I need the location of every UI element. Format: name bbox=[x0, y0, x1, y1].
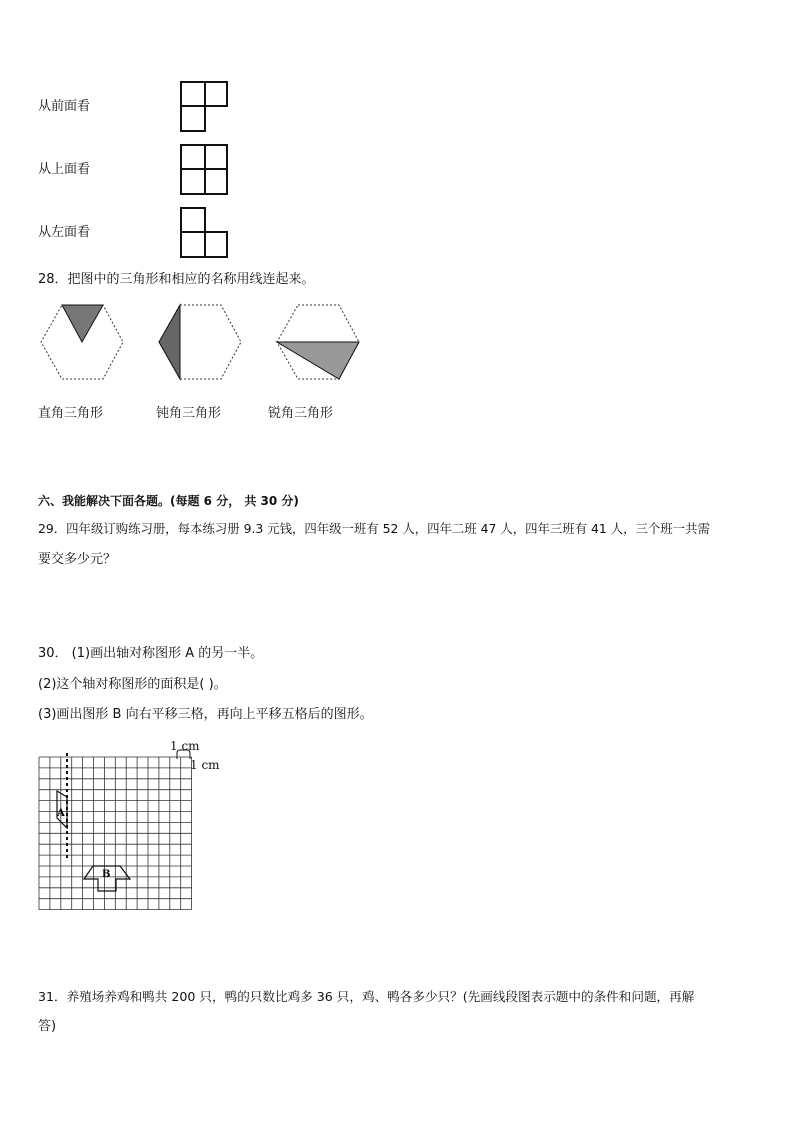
q28-prompt: 28．把图中的三角形和相应的名称用线连起来。 bbox=[38, 272, 315, 287]
scale-label-right: 1 cm bbox=[190, 758, 220, 772]
hexagon-obtuse-triangle bbox=[156, 302, 246, 382]
q30-line-3: (3)画出图形 B 向右平移三格，再向上平移五格后的图形。 bbox=[38, 707, 373, 722]
grid-figure bbox=[36, 750, 196, 914]
name-right-triangle: 直角三角形 bbox=[38, 406, 104, 421]
scale-label-top: 1 cm bbox=[170, 739, 200, 753]
q29-line-1: 29．四年级订购练习册，每本练习册 9.3 元钱，四年级一班有 52 人，四年二班 47 人，四年三班有 41 人，三个班一共需 bbox=[38, 521, 710, 536]
shape-a-label: A bbox=[57, 808, 65, 819]
scale-bracket bbox=[177, 750, 190, 759]
q31-line-1: 31．养殖场养鸡和鸭共 200 只，鸭的只数比鸡多 36 只，鸡、鸭各多少只？(先画线段图表示题中的条件和问题，再解 bbox=[38, 989, 695, 1004]
front-view-figure bbox=[178, 80, 230, 134]
section-6-title: 六、我能解决下面各题。(每题 6 分， 共 30 分) bbox=[38, 494, 299, 508]
hexagon-acute-triangle bbox=[274, 302, 364, 382]
view-front-label: 从前面看 bbox=[38, 99, 91, 114]
hexagon-right-triangle bbox=[38, 302, 128, 382]
q29-line-2: 要交多少元？ bbox=[38, 552, 117, 567]
shape-b-label: B bbox=[102, 869, 111, 880]
view-top-label: 从上面看 bbox=[38, 162, 91, 177]
q30-line-2: (2)这个轴对称图形的面积是( )。 bbox=[38, 677, 227, 692]
name-obtuse-triangle: 钝角三角形 bbox=[156, 406, 222, 421]
left-view-figure bbox=[178, 206, 230, 260]
top-view-figure bbox=[178, 143, 230, 197]
name-acute-triangle: 锐角三角形 bbox=[268, 406, 334, 421]
view-left-label: 从左面看 bbox=[38, 225, 91, 240]
q31-line-2: 答) bbox=[38, 1019, 57, 1034]
q30-line-1: 30． (1)画出轴对称图形 A 的另一半。 bbox=[38, 646, 264, 661]
